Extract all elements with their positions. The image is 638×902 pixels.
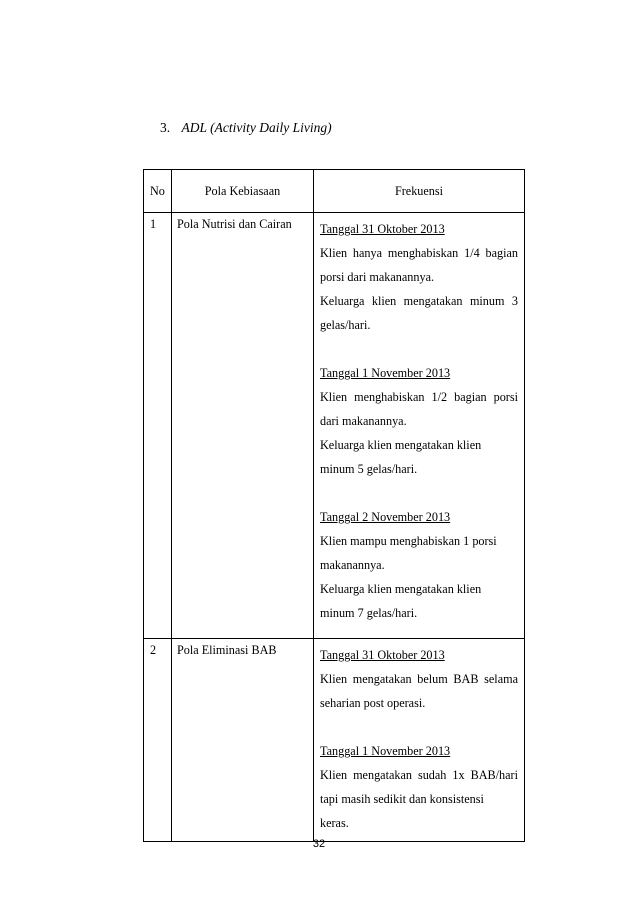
page-number: 32	[312, 838, 326, 850]
entry-line: keras.	[320, 816, 349, 830]
entry-line: Keluarga klien mengatakan klien	[320, 438, 482, 452]
header-pola-kebiasaan: Pola Kebiasaan	[172, 170, 314, 213]
table-header-row	[144, 170, 525, 213]
frequency-entry	[320, 505, 518, 625]
frequency-entry	[320, 643, 518, 715]
entry-date: Tanggal 1 November 2013	[320, 744, 451, 758]
row-frequency	[314, 213, 525, 639]
section-title: ADL (Activity Daily Living)	[181, 120, 332, 135]
entry-line: Klien hanya menghabiskan 1/4 bagian	[320, 246, 518, 260]
entry-date: Tanggal 31 Oktober 2013	[320, 648, 445, 662]
entry-line: Klien mengatakan belum BAB selama	[320, 672, 518, 686]
entry-date: Tanggal 31 Oktober 2013	[320, 222, 445, 236]
row-pattern: Pola Eliminasi BAB	[172, 639, 314, 842]
table-row	[144, 213, 525, 639]
entry-line: dari makanannya.	[320, 414, 407, 428]
frequency-entry	[320, 361, 518, 481]
section-heading	[160, 120, 332, 136]
entry-line: Klien menghabiskan 1/2 bagian porsi	[320, 390, 518, 404]
adl-table	[143, 169, 525, 842]
entry-line: minum 5 gelas/hari.	[320, 462, 418, 476]
entry-line: Klien mengatakan sudah 1x BAB/hari	[320, 768, 518, 782]
entry-date: Tanggal 2 November 2013	[320, 510, 451, 524]
table-row	[144, 639, 525, 842]
row-number: 1	[144, 213, 172, 639]
header-no: No	[144, 170, 172, 213]
row-frequency	[314, 639, 525, 842]
entry-line: tapi masih sedikit dan konsistensi	[320, 792, 484, 806]
entry-line: Klien mampu menghabiskan 1 porsi	[320, 534, 497, 548]
row-pattern: Pola Nutrisi dan Cairan	[172, 213, 314, 639]
entry-date: Tanggal 1 November 2013	[320, 366, 451, 380]
header-frekuensi: Frekuensi	[314, 170, 525, 213]
entry-line: minum 7 gelas/hari.	[320, 606, 418, 620]
row-number: 2	[144, 639, 172, 842]
entry-line: seharian post operasi.	[320, 696, 426, 710]
frequency-entry	[320, 739, 518, 835]
frequency-entry	[320, 217, 518, 337]
section-number: 3.	[160, 120, 171, 135]
entry-line: Keluarga klien mengatakan klien	[320, 582, 482, 596]
entry-line: gelas/hari.	[320, 318, 371, 332]
entry-line: porsi dari makanannya.	[320, 270, 435, 284]
entry-line: makanannya.	[320, 558, 385, 572]
entry-line: Keluarga klien mengatakan minum 3	[320, 294, 518, 308]
